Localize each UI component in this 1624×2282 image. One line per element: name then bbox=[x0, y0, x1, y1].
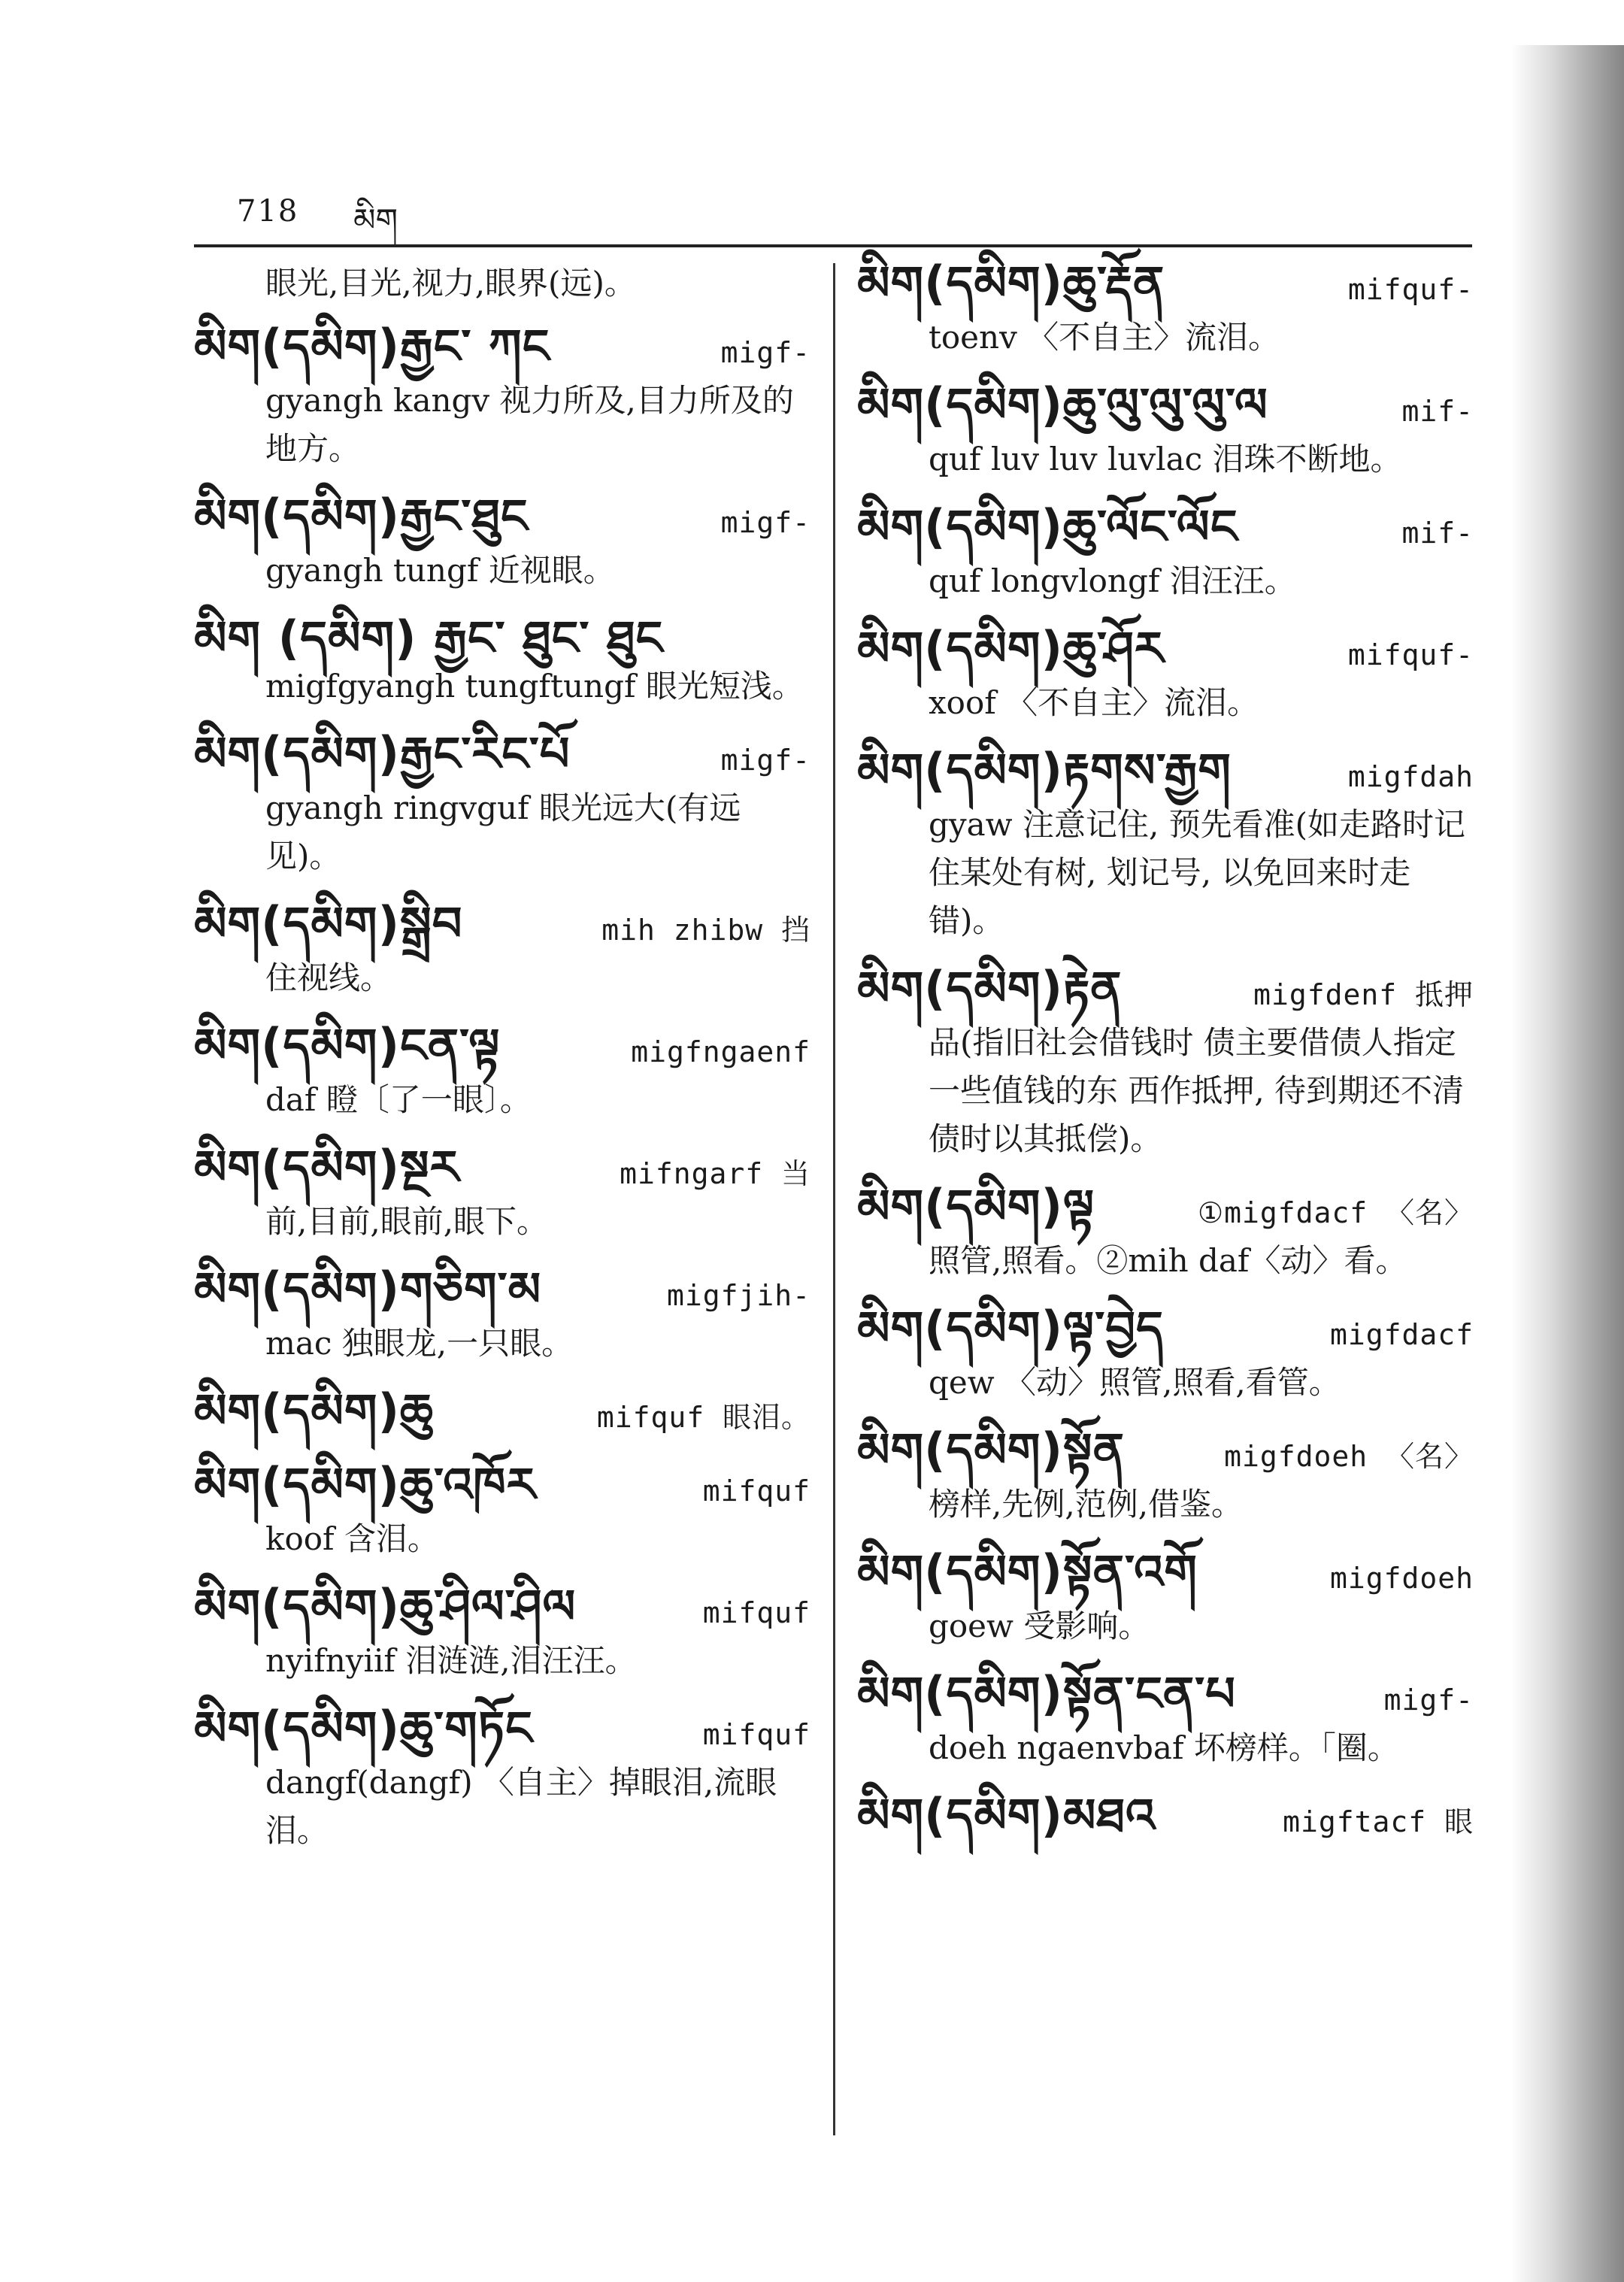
dictionary-entry bbox=[857, 1179, 1474, 1285]
entry-headline bbox=[857, 621, 1474, 679]
entry-headline bbox=[194, 896, 810, 954]
romanization: migftacf 眼 bbox=[1283, 1805, 1474, 1838]
dictionary-entry bbox=[194, 319, 810, 473]
tibetan-headword: མིག(དམིག)སྟོན་ངན་པ bbox=[857, 1666, 1236, 1721]
entry-headline bbox=[194, 1140, 810, 1198]
entry-definition: mac 独眼龙,一只眼。 bbox=[265, 1325, 574, 1362]
dictionary-entry bbox=[194, 1457, 810, 1563]
entry-definition: quf longvlongf 泪汪汪。 bbox=[929, 562, 1296, 599]
entry-definition: daf 瞪〔了一眼〕。 bbox=[265, 1081, 532, 1118]
entry-definition: migfgyangh tungftungf 眼光短浅。 bbox=[265, 668, 804, 705]
tibetan-headword: མིག(དམིག)གཅིག་མ bbox=[194, 1262, 542, 1317]
romanization: migfdoeh bbox=[1329, 1562, 1474, 1595]
entry-headline bbox=[857, 1544, 1474, 1602]
right-column bbox=[857, 256, 1474, 1865]
tibetan-headword: མིག(དམིག)ཆུ bbox=[194, 1383, 435, 1438]
dictionary-entry bbox=[194, 489, 810, 595]
entry-headline bbox=[857, 961, 1474, 1019]
tibetan-headword: མིག(དམིག)སྒྲིབ bbox=[194, 896, 463, 951]
tibetan-headword: མིག(དམིག)རྒྱང་རིང་པོ bbox=[194, 726, 571, 781]
tibetan-headword: མིག(དམིག)རྒྱང་ཐུང bbox=[194, 489, 529, 544]
romanization: migfngaenf bbox=[631, 1035, 810, 1068]
right-entry-list bbox=[857, 256, 1474, 1846]
entry-definition: 榜样,先例,范例,借鉴。 bbox=[929, 1486, 1244, 1523]
scan-shadow-edge bbox=[1511, 45, 1624, 2282]
entry-headline bbox=[857, 743, 1474, 801]
romanization: migf- bbox=[720, 744, 810, 777]
entry-headline bbox=[857, 1423, 1474, 1480]
entry-headline bbox=[194, 1579, 810, 1637]
left-column bbox=[194, 259, 810, 1874]
entry-headline bbox=[194, 1018, 810, 1076]
dictionary-entry bbox=[857, 1666, 1474, 1772]
romanization: migfdenf 抵押 bbox=[1253, 978, 1474, 1011]
page-number: 718 bbox=[237, 194, 299, 229]
entry-definition: gyangh kangv 视力所及,目力所及的地方。 bbox=[265, 382, 794, 467]
dictionary-entry bbox=[194, 1018, 810, 1124]
romanization: migf- bbox=[720, 336, 810, 369]
dictionary-entry bbox=[857, 961, 1474, 1163]
entry-definition: gyaw 注意记住, 预先看准(如走路时记住某处有树, 划记号, 以免回来时走错)。 bbox=[929, 806, 1466, 939]
entry-definition: goew 受影响。 bbox=[929, 1608, 1150, 1644]
entry-headline bbox=[194, 319, 810, 377]
dictionary-entry bbox=[194, 1383, 810, 1441]
tibetan-headword: མིག(དམིག)སྔར bbox=[194, 1140, 460, 1195]
dictionary-entry bbox=[194, 896, 810, 1002]
tibetan-headword: མིག(དམིག)ཆུ་གཏོང bbox=[194, 1701, 533, 1756]
romanization: migf- bbox=[1383, 1683, 1474, 1717]
entry-headline bbox=[857, 256, 1474, 314]
entry-headline bbox=[194, 611, 810, 665]
dictionary-entry bbox=[857, 256, 1474, 362]
romanization: mifquf- bbox=[1347, 273, 1474, 306]
romanization: mifquf bbox=[702, 1596, 810, 1629]
entry-definition: quf luv luv luvlac 泪珠不断地。 bbox=[929, 441, 1402, 477]
romanization: mifquf bbox=[702, 1474, 810, 1508]
entry-headline bbox=[857, 1301, 1474, 1359]
entry-definition: 住视线。 bbox=[265, 959, 392, 996]
entry-headline bbox=[194, 1701, 810, 1759]
dictionary-entry bbox=[857, 743, 1474, 945]
dictionary-entry bbox=[857, 377, 1474, 483]
dictionary-entry bbox=[857, 499, 1474, 605]
entry-headline bbox=[857, 377, 1474, 435]
tibetan-headword: མིག(དམིག)རྒྱང་ ཀང bbox=[194, 319, 550, 374]
dictionary-entry bbox=[194, 1140, 810, 1246]
tibetan-headword: མིག(དམིག)ཆུ་ཤིལ་ཤིལ bbox=[194, 1579, 577, 1634]
entry-headline bbox=[194, 1383, 810, 1441]
dictionary-entry bbox=[857, 621, 1474, 727]
entry-definition: toenv 〈不自主〉流泪。 bbox=[929, 319, 1280, 356]
tibetan-headword: མིག(དམིག)ཆུ་ཤོར bbox=[857, 621, 1165, 676]
entry-definition: 照管,照看。②mih daf〈动〉看。 bbox=[929, 1242, 1407, 1279]
dictionary-entry bbox=[194, 1701, 810, 1855]
romanization: mif- bbox=[1401, 517, 1474, 550]
entry-headline bbox=[857, 499, 1474, 557]
tibetan-headword: མིག(དམིག)སྟོན bbox=[857, 1423, 1126, 1477]
romanization: migfjih- bbox=[666, 1279, 810, 1312]
tibetan-headword: མིག(དམིག)ཆུ་ལོང་ལོང bbox=[857, 499, 1238, 554]
entry-headline bbox=[194, 489, 810, 547]
entry-headline bbox=[194, 726, 810, 784]
tibetan-headword: མིག(དམིག)ལྟ་བྱེད bbox=[857, 1301, 1164, 1356]
tibetan-headword: མིག(དམིག)ངན་ལྟ bbox=[194, 1018, 501, 1073]
left-entry-list bbox=[194, 319, 810, 1855]
entry-definition: doeh ngaenvbaf 坏榜样。「圈。 bbox=[929, 1729, 1399, 1766]
entry-definition: nyifnyiif 泪涟涟,泪汪汪。 bbox=[265, 1642, 637, 1679]
dictionary-entry bbox=[857, 1788, 1474, 1846]
entry-headline bbox=[194, 1457, 810, 1515]
dictionary-entry bbox=[194, 1262, 810, 1368]
tibetan-headword: མིག(དམིག)ལྟ bbox=[857, 1179, 1095, 1234]
entry-headline bbox=[857, 1666, 1474, 1724]
romanization: migfdacf bbox=[1329, 1318, 1474, 1351]
romanization: mifngarf 当 bbox=[620, 1157, 810, 1190]
running-head: མིག bbox=[353, 202, 398, 238]
entry-definition: koof 含泪。 bbox=[265, 1520, 439, 1557]
dictionary-entry bbox=[194, 1579, 810, 1685]
entry-definition: gyangh tungf 近视眼。 bbox=[265, 552, 615, 589]
tibetan-headword: མིག(དམིག)ཆུ་འཁོར bbox=[194, 1457, 537, 1512]
tibetan-headword: མིག(དམིག)རྟེན bbox=[857, 961, 1123, 1016]
romanization: migf- bbox=[720, 506, 810, 539]
romanization: mif- bbox=[1401, 395, 1474, 428]
entry-definition: 品(指旧社会借钱时 债主要借债人指定一些值钱的东 西作抵押, 待到期还不清 债时以其抵偿)。 bbox=[929, 1024, 1465, 1157]
dictionary-entry bbox=[194, 611, 810, 711]
continuation-text: 眼光,目光,视力,眼界(远)。 bbox=[265, 265, 636, 302]
romanization: mih zhibw 挡 bbox=[601, 914, 810, 947]
dictionary-entry bbox=[857, 1544, 1474, 1650]
entry-definition: qew 〈动〉照管,照看,看管。 bbox=[929, 1364, 1341, 1401]
dictionary-entry bbox=[857, 1301, 1474, 1407]
romanization: mifquf- bbox=[1347, 638, 1474, 671]
romanization: mifquf 眼泪。 bbox=[596, 1401, 810, 1434]
entry-headline bbox=[857, 1788, 1474, 1846]
tibetan-headword: མིག(དམིག)སྟོན་འགོ bbox=[857, 1544, 1198, 1599]
romanization: ①migfdacf 〈名〉 bbox=[1198, 1196, 1474, 1229]
dictionary-entry bbox=[857, 1423, 1474, 1529]
entry-headline bbox=[857, 1179, 1474, 1237]
entry-definition: gyangh ringvguf 眼光远大(有远见)。 bbox=[265, 789, 741, 874]
tibetan-headword: མིག(དམིག)ཆུ་ལུ་ལུ་ལུ་ལ bbox=[857, 377, 1268, 432]
entry-definition: dangf(dangf) 〈自主〉掉眼泪,流眼泪。 bbox=[265, 1764, 777, 1849]
dictionary-entry bbox=[194, 726, 810, 880]
tibetan-headword: མིག(དམིག)རྟགས་རྒྱག bbox=[857, 743, 1232, 798]
tibetan-headword: མིག (དམིག) རྒྱང་ ཐུང་ ཐུང bbox=[194, 611, 664, 665]
entry-headline bbox=[194, 1262, 810, 1320]
entry-definition: 前,目前,眼前,眼下。 bbox=[265, 1203, 549, 1240]
header-rule bbox=[194, 244, 1472, 247]
entry-definition: xoof 〈不自主〉流泪。 bbox=[929, 684, 1259, 721]
tibetan-headword: མིག(དམིག)ཆུ་རྡོན bbox=[857, 256, 1165, 311]
column-divider bbox=[833, 263, 835, 2135]
tibetan-headword: མིག(དམིག)མཐའ bbox=[857, 1788, 1156, 1843]
romanization: migfdoeh 〈名〉 bbox=[1224, 1440, 1474, 1473]
romanization: migfdah bbox=[1347, 760, 1474, 793]
romanization: mifquf bbox=[702, 1718, 810, 1751]
